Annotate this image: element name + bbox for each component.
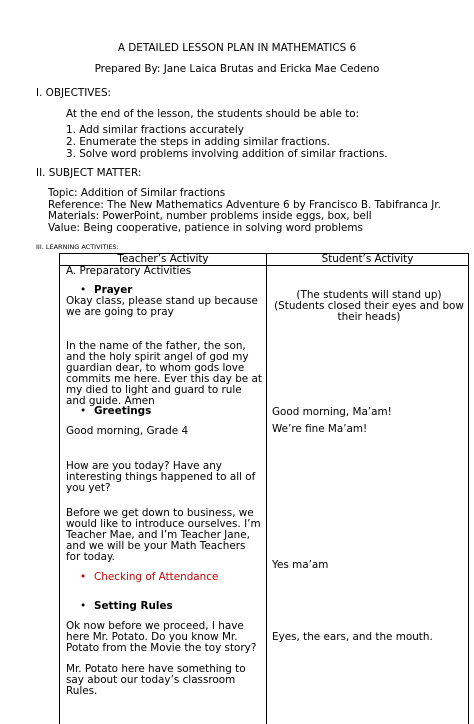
preparatory-activities: A. Preparatory Activities — [66, 265, 192, 277]
learning-activities-heading: III. LEARNING ACTIVITIES: — [36, 243, 119, 251]
prayer-title: Prayer — [94, 284, 133, 296]
introduction-text: Before we get down to business, we would like to introduce ourselves. I’m Teacher Mae, and I’m Teacher Jane, and we will be your Math Teachers for today. — [66, 507, 261, 563]
potato-question: Ok now before we proceed, I have here Mr. Potato. Do you know Mr. Potato from the Movie the toy story? — [66, 620, 257, 654]
student-stand-up: (The students will stand up) — [296, 289, 442, 301]
subject-materials: Materials: PowerPoint, number problems inside eggs, box, bell — [48, 210, 372, 222]
objective-item: 3. Solve word problems involving addition of similar fractions. — [66, 148, 388, 160]
subject-topic: Topic: Addition of Similar fractions — [48, 187, 226, 199]
student-column-header: Student’s Activity — [321, 253, 414, 265]
objectives-list — [66, 124, 388, 160]
objective-item: 1. Add similar fractions accurately — [66, 124, 244, 136]
bullet-icon: • — [80, 571, 87, 583]
prayer-intro: Okay class, please stand up because we are going to pray — [66, 295, 258, 318]
prayer-text: In the name of the father, the son, and the holy spirit angel of god my guardian dear, to whom gods love commits me here. Ever this day be at my died to light and guard to rule and guide. Amen — [66, 340, 262, 407]
teacher-column-header: Teacher’s Activity — [117, 253, 209, 265]
student-good-morning: Good morning, Ma’am! — [272, 406, 392, 418]
student-potato-answer: Eyes, the ears, and the mouth. — [272, 631, 433, 643]
subject-value: Value: Being cooperative, patience in solving word problems — [48, 221, 363, 234]
bullet-icon: • — [80, 600, 87, 612]
subject-matter — [48, 188, 441, 234]
column-divider — [266, 254, 267, 724]
greetings-title: Greetings — [94, 405, 152, 417]
greet-line: Good morning, Grade 4 — [66, 425, 189, 437]
objectives-intro: At the end of the lesson, the students should be able to: — [66, 108, 360, 120]
student-closed-eyes: (Students closed their eyes and bow their heads) — [274, 300, 464, 323]
activities-table — [59, 253, 469, 724]
bullet-icon: • — [80, 284, 87, 296]
potato-rules: Mr. Potato here have something to say about our today’s classroom Rules. — [66, 663, 246, 697]
objectives-heading: I. OBJECTIVES: — [36, 87, 112, 99]
how-are-you: How are you today? Have any interesting things happened to all of you yet? — [66, 460, 256, 494]
subject-heading: II. SUBJECT MATTER: — [36, 167, 142, 179]
rules-title: Setting Rules — [94, 600, 173, 612]
attendance-title: Checking of Attendance — [94, 571, 219, 583]
student-fine: We’re fine Ma’am! — [272, 423, 368, 435]
prepared-by: Prepared By: Jane Laica Brutas and Ericka Mae Cedeno — [94, 63, 380, 75]
subject-reference: Reference: The New Mathematics Adventure 6 by Francisco B. Tabifranca Jr. — [48, 198, 441, 211]
bullet-icon: • — [80, 405, 87, 417]
objective-item: 2. Enumerate the steps in adding similar fractions. — [66, 136, 330, 148]
document-title: A DETAILED LESSON PLAN IN MATHEMATICS 6 — [117, 42, 357, 54]
student-yes: Yes ma’am — [272, 559, 329, 571]
